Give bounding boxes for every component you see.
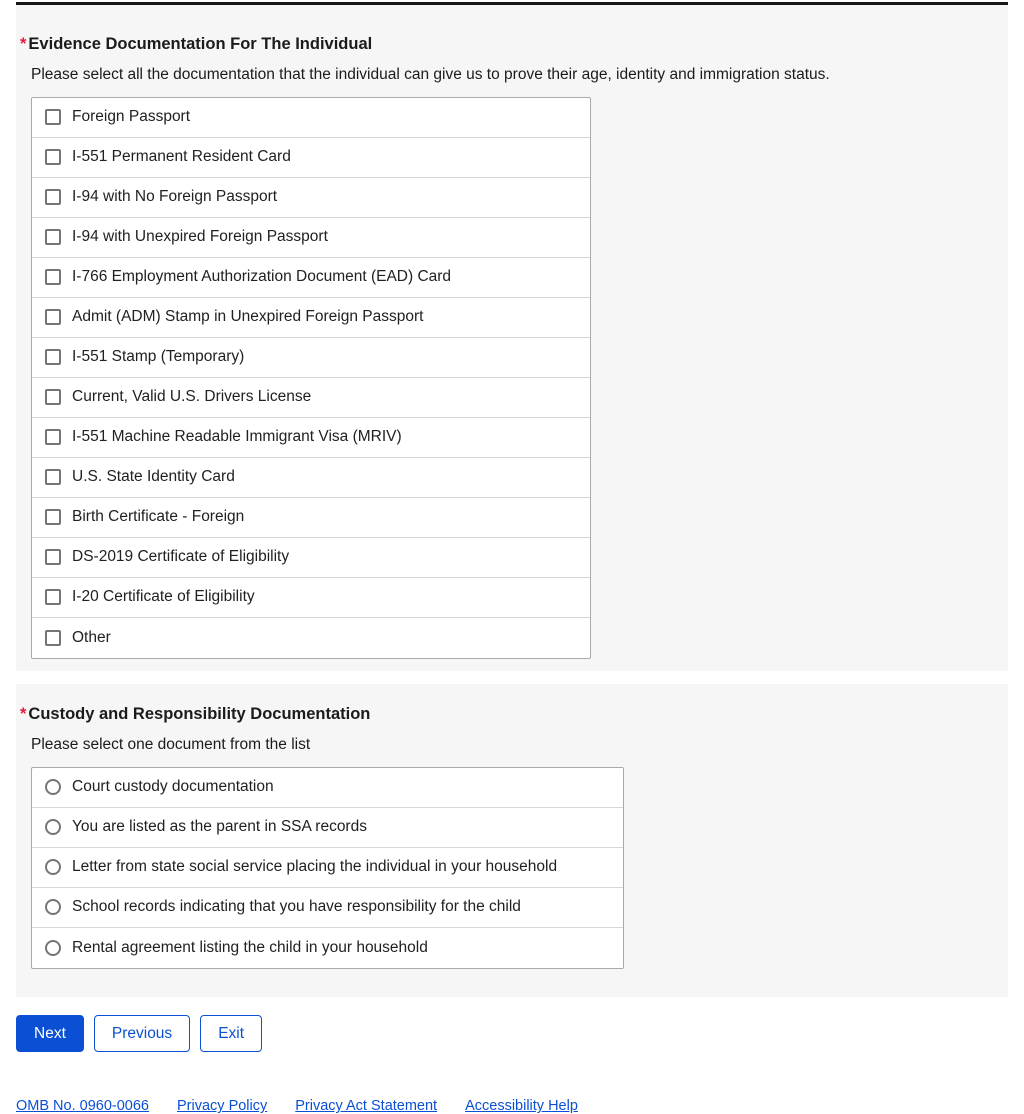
checkbox-input[interactable] <box>45 229 61 245</box>
checkbox-option-row[interactable] <box>32 98 590 138</box>
checkbox-input[interactable] <box>45 469 61 485</box>
exit-button[interactable]: Exit <box>200 1015 262 1053</box>
checkbox-option-row[interactable] <box>32 258 590 298</box>
radio-input[interactable] <box>45 940 61 956</box>
checkbox-option-label: I-551 Permanent Resident Card <box>72 148 291 166</box>
checkbox-option-row[interactable] <box>32 378 590 418</box>
evidence-section <box>16 5 1008 671</box>
checkbox-input[interactable] <box>45 109 61 125</box>
checkbox-input[interactable] <box>45 509 61 525</box>
checkbox-option-label: I-766 Employment Authorization Document (EAD) Card <box>72 268 452 286</box>
evidence-checkbox-group <box>31 97 591 659</box>
custody-section <box>16 684 1008 997</box>
checkbox-input[interactable] <box>45 589 61 605</box>
checkbox-option-row[interactable] <box>32 138 590 178</box>
footer-link[interactable]: Privacy Act Statement <box>295 1098 438 1114</box>
radio-option-row[interactable] <box>32 808 623 848</box>
checkbox-input[interactable] <box>45 189 61 205</box>
checkbox-option-row[interactable] <box>32 458 590 498</box>
checkbox-option-row[interactable] <box>32 498 590 538</box>
radio-option-row[interactable] <box>32 768 623 808</box>
checkbox-option-row[interactable] <box>32 178 590 218</box>
checkbox-option-label: Foreign Passport <box>72 108 191 126</box>
radio-option-label: You are listed as the parent in SSA records <box>72 818 367 836</box>
checkbox-option-label: I-20 Certificate of Eligibility <box>72 588 255 606</box>
checkbox-option-row[interactable] <box>32 418 590 458</box>
checkbox-input[interactable] <box>45 429 61 445</box>
custody-section-title-text: Custody and Responsibility Documentation <box>28 704 371 723</box>
footer-link[interactable]: OMB No. 0960-0066 <box>16 1098 149 1114</box>
checkbox-input[interactable] <box>45 269 61 285</box>
checkbox-input[interactable] <box>45 549 61 565</box>
footer-links <box>16 1098 1008 1114</box>
checkbox-option-row[interactable] <box>32 618 590 658</box>
radio-option-label: School records indicating that you have responsibility for the child <box>72 898 521 916</box>
evidence-section-description: Please select all the documentation that the individual can give us to prove their age, identity and immigration status. <box>31 65 830 83</box>
page <box>0 2 1024 1114</box>
checkbox-option-row[interactable] <box>32 578 590 618</box>
custody-radio-group <box>31 767 624 969</box>
checkbox-option-label: I-94 with Unexpired Foreign Passport <box>72 228 328 246</box>
radio-option-label: Letter from state social service placing the individual in your household <box>72 858 558 876</box>
custody-section-title <box>20 704 992 725</box>
checkbox-option-label: Current, Valid U.S. Drivers License <box>72 388 312 406</box>
checkbox-option-row[interactable] <box>32 298 590 338</box>
radio-input[interactable] <box>45 859 61 875</box>
footer-link[interactable]: Accessibility Help <box>465 1098 578 1114</box>
radio-input[interactable] <box>45 899 61 915</box>
radio-input[interactable] <box>45 779 61 795</box>
radio-option-row[interactable] <box>32 888 623 928</box>
footer-link[interactable]: Privacy Policy <box>177 1098 268 1114</box>
evidence-section-title-text: Evidence Documentation For The Individual <box>28 35 373 53</box>
radio-option-label: Rental agreement listing the child in your household <box>72 938 428 956</box>
required-asterisk: * <box>20 704 27 723</box>
required-asterisk: * <box>20 35 27 53</box>
checkbox-option-label: Admit (ADM) Stamp in Unexpired Foreign Passport <box>72 308 424 326</box>
checkbox-option-row[interactable] <box>32 338 590 378</box>
custody-section-description: Please select one document from the list <box>31 735 311 753</box>
radio-option-label: Court custody documentation <box>72 778 274 796</box>
radio-option-row[interactable] <box>32 928 623 968</box>
checkbox-option-label: U.S. State Identity Card <box>72 468 235 486</box>
checkbox-option-label: DS-2019 Certificate of Eligibility <box>72 548 290 566</box>
checkbox-option-row[interactable] <box>32 218 590 258</box>
checkbox-option-label: Birth Certificate - Foreign <box>72 508 245 526</box>
evidence-section-title <box>20 35 992 55</box>
radio-input[interactable] <box>45 819 61 835</box>
checkbox-input[interactable] <box>45 309 61 325</box>
checkbox-option-label: I-94 with No Foreign Passport <box>72 188 278 206</box>
checkbox-option-row[interactable] <box>32 538 590 578</box>
next-button[interactable]: Next <box>16 1015 84 1053</box>
checkbox-input[interactable] <box>45 349 61 365</box>
previous-button[interactable]: Previous <box>94 1015 190 1053</box>
checkbox-option-label: I-551 Stamp (Temporary) <box>72 348 245 366</box>
checkbox-input[interactable] <box>45 389 61 405</box>
checkbox-input[interactable] <box>45 630 61 646</box>
radio-option-row[interactable] <box>32 848 623 888</box>
checkbox-option-label: Other <box>72 628 111 646</box>
checkbox-option-label: I-551 Machine Readable Immigrant Visa (MRIV) <box>72 428 402 446</box>
form-actions <box>16 1015 1008 1053</box>
checkbox-input[interactable] <box>45 149 61 165</box>
